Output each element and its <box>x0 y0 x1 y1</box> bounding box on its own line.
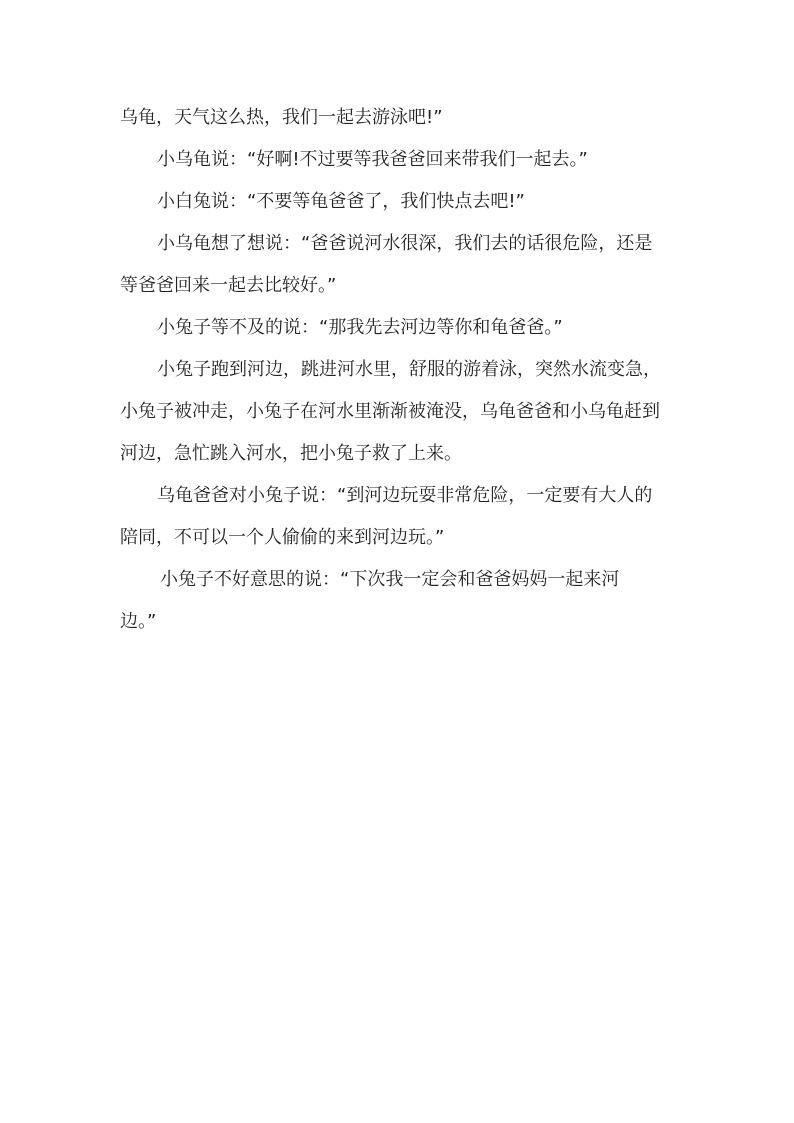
text-line: 小兔子等不及的说：“那我先去河边等你和龟爸爸。” <box>157 317 563 338</box>
text-line: 小兔子跑到河边，跳进河水里，舒服的游着泳，突然水流变急， <box>157 359 661 380</box>
text-line: 边。” <box>120 611 157 632</box>
text-line: 乌龟爸爸对小兔子说：“到河边玩耍非常危险，一定要有大人的 <box>157 485 653 506</box>
text-line: 乌龟，天气这么热，我们一起去游泳吧!” <box>120 107 443 128</box>
text-line: 小乌龟说：“好啊!不过要等我爸爸回来带我们一起去。” <box>157 149 588 170</box>
text-line: 河边，急忙跳入河水，把小兔子救了上来。 <box>120 443 462 464</box>
text-line: 小白兔说：“不要等龟爸爸了，我们快点去吧!” <box>157 191 525 212</box>
text-line: 小乌龟想了想说：“爸爸说河水很深，我们去的话很危险，还是 <box>157 233 653 254</box>
text-line: 小兔子不好意思的说：“下次我一定会和爸爸妈妈一起来河 <box>160 569 620 590</box>
text-line: 等爸爸回来一起去比较好。” <box>120 275 337 296</box>
text-line: 陪同，不可以一个人偷偷的来到河边玩。” <box>120 527 445 548</box>
text-line: 小兔子被冲走，小兔子在河水里渐渐被淹没，乌龟爸爸和小乌龟赶到 <box>120 401 660 422</box>
